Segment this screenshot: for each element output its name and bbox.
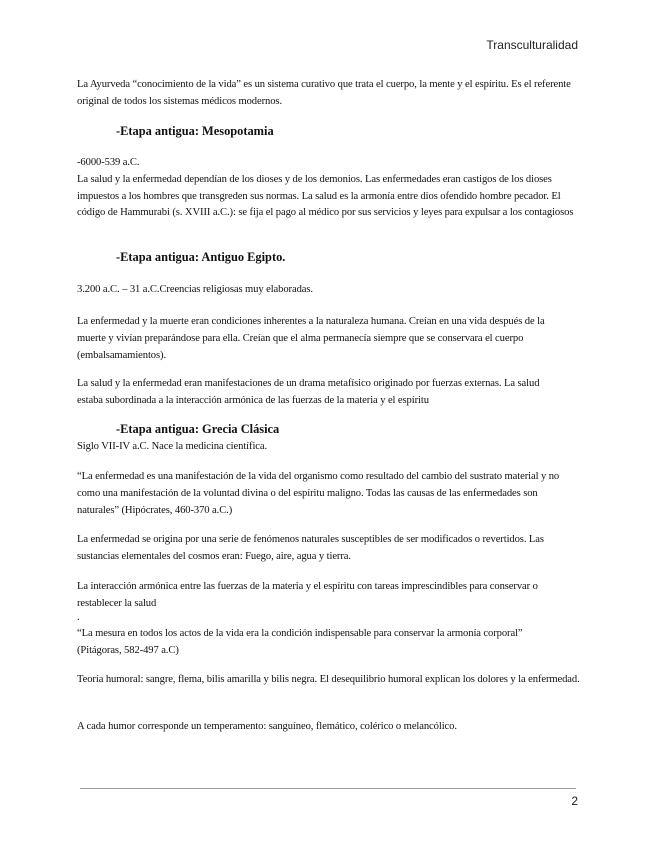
paragraph-grecia-1: La enfermedad se origina por una serie de fenómenos naturales susceptibles de ser modificados o revertidos. Las sustancias elementales del cosmos eran: Fuego, aire, agua y tierra. [77,534,544,562]
paragraph-egipto-2: La salud y la enfermedad eran manifestaciones de un drama metafísico originado por fuerzas externas. La salud estaba subordinada a la interacción armónica de las fuerzas de la materia y el espíritu [77,378,540,406]
paragraph-egipto-date: 3.200 a.C. – 31 a.C.Creencias religiosas muy elaboradas. [77,284,313,295]
page-header-title: Transculturalidad [486,38,578,52]
paragraph-teoria-humoral: Teoría humoral: sangre, flema, bilis amarilla y bilis negra. El desequilibrio humoral explican los dolores y la enfermedad. [77,674,580,685]
footer-divider [80,788,576,789]
heading-mesopotamia: -Etapa antigua: Mesopotamia [116,124,274,138]
page-number: 2 [571,794,578,808]
paragraph-grecia-2: La interacción armónica entre las fuerzas de la materia y el espíritu con tareas imprescindibles para conservar o restablecer la salud [77,581,538,609]
stray-period: . [77,612,80,623]
quote-hipocrates: “La enfermedad es una manifestación de la vida del organismo como resultado del cambio del sustrato material y no como una manifestación de la voluntad divina o del espíritu maligno. Todas las causas de las enfermedades son naturales” (Hipócrates, 460-370 a.C.) [77,471,560,516]
paragraph-ayurveda: La Ayurveda “conocimiento de la vida” es un sistema curativo que trata el cuerpo, la mente y el espíritu. Es el referente original de todos los sistemas médicos modernos. [77,79,571,107]
paragraph-temperamentos: A cada humor corresponde un temperamento: sanguíneo, flemático, colérico o melancólico. [77,721,457,732]
paragraph-egipto-1: La enfermedad y la muerte eran condiciones inherentes a la naturaleza humana. Creían en una vida después de la muerte y vivían preparándose para ella. Creían que el alma permanecía siempre que se conservara el cuerpo (embalsamamientos). [77,316,545,361]
paragraph-grecia-date: Siglo VII-IV a.C. Nace la medicina científica. [77,441,268,452]
paragraph-mesopotamia: -6000-539 a.C. La salud y la enfermedad dependían de los dioses y de los demonios. Las enfermedades eran castigos de los dioses impuestos a los hombres que transgreden sus normas. La salud es la armonía entre dios ofendido hombre pecador. El código de Hammurabi (s. XVIII a.C.): se fija el pago al médico por sus servicios y leyes para expulsar a los contagiosos [77,157,574,219]
heading-grecia: -Etapa antigua: Grecia Clásica [116,422,280,436]
heading-egipto: -Etapa antigua: Antiguo Egipto. [116,250,286,264]
quote-pitagoras: “La mesura en todos los actos de la vida era la condición indispensable para conservar la armonía corporal” (Pitágoras, 582-497 a.C) [77,628,523,656]
